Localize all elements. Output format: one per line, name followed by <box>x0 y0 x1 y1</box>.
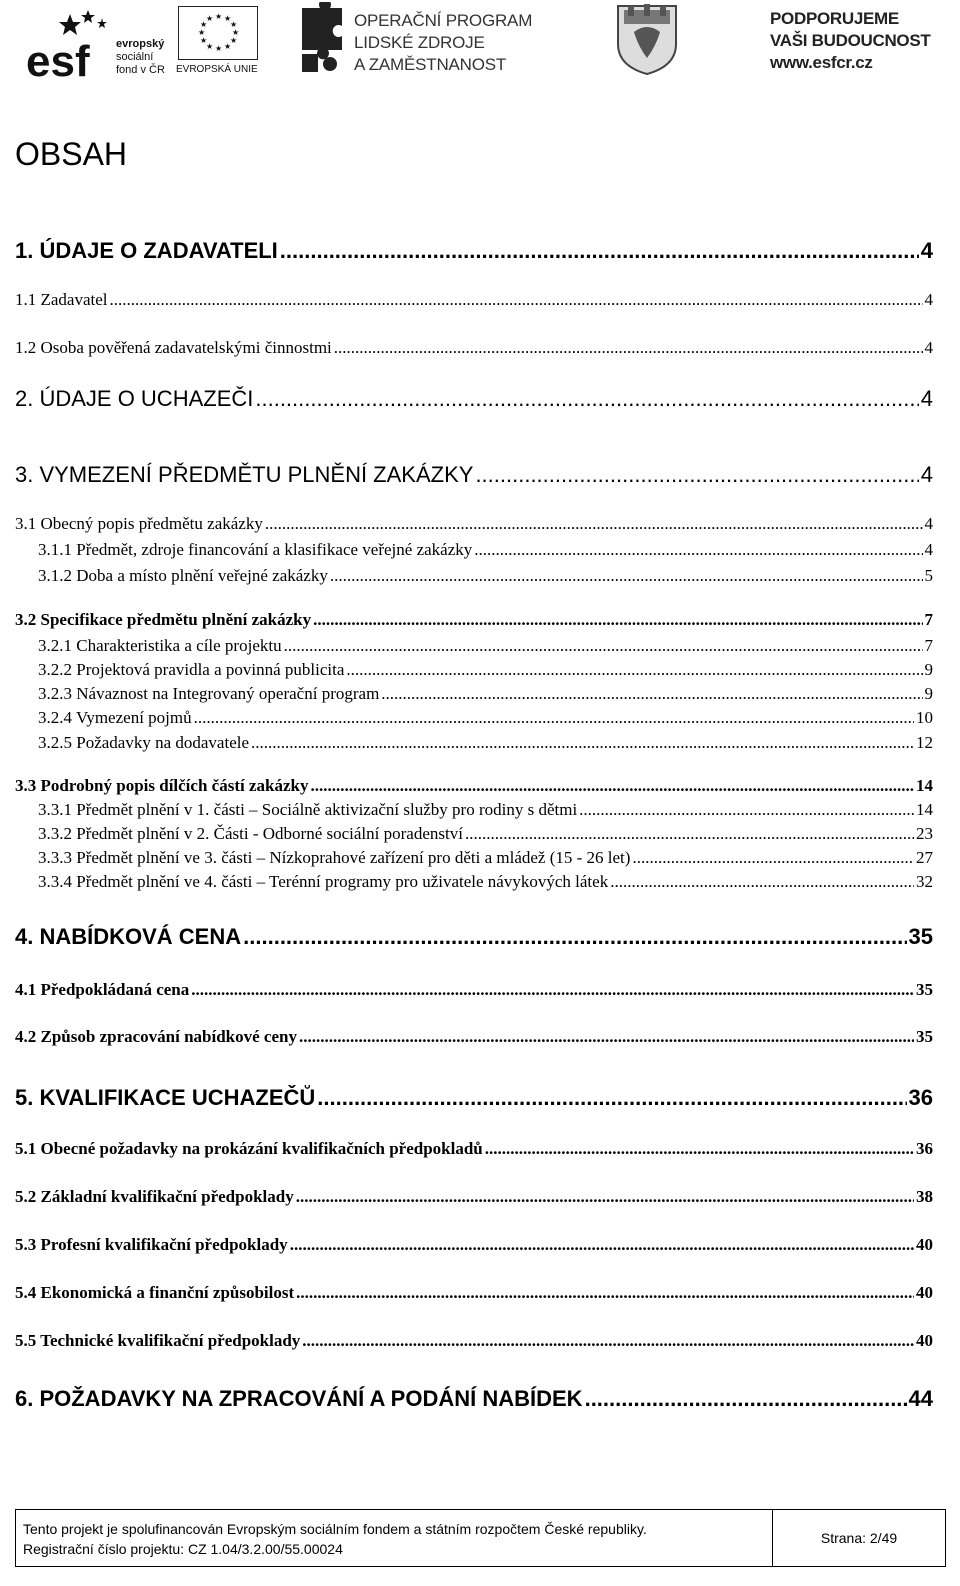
toc-entry-page: 23 <box>916 824 933 843</box>
toc-leader-dots <box>290 1235 914 1255</box>
toc-entry-page: 5 <box>924 566 933 585</box>
toc-entry-label: 1.1 Zadavatel <box>15 290 108 309</box>
toc-entry-label: 4.2 Způsob zpracování nabídkové ceny <box>15 1027 297 1046</box>
toc-entry-page: 14 <box>916 800 933 819</box>
toc-entry-label: 3.3.2 Předmět plnění v 2. Části - Odborné sociální poradenství <box>38 824 463 843</box>
toc-entry-label: 3. VYMEZENÍ PŘEDMĚTU PLNĚNÍ ZAKÁZKY <box>15 462 474 487</box>
toc-entry-page: 7 <box>924 636 933 655</box>
toc-entry-label: 2. ÚDAJE O UCHAZEČI <box>15 386 254 411</box>
toc-leader-dots <box>330 566 923 586</box>
svg-text:★: ★ <box>206 42 214 51</box>
toc-entry-page: 4 <box>920 238 933 263</box>
svg-text:★: ★ <box>198 28 206 37</box>
toc-leader-dots <box>317 1085 906 1111</box>
footer-funding-note: Tento projekt je spolufinancován Evropským sociálním fondem a státním rozpočtem České republiky. <box>23 1521 647 1537</box>
toc-entry-label: 3.3.1 Předmět plnění v 1. části – Sociálně aktivizační služby pro rodiny s dětmi <box>38 800 578 819</box>
toc-entry-page: 9 <box>924 684 933 703</box>
page-footer <box>15 1509 946 1567</box>
toc-entry[interactable] <box>38 684 933 708</box>
toc-entry[interactable] <box>15 1283 933 1307</box>
page-title: OBSAH <box>15 136 128 172</box>
toc-entry[interactable] <box>15 980 933 1004</box>
toc-leader-dots <box>243 924 906 950</box>
toc-leader-dots <box>280 238 919 264</box>
toc-leader-dots <box>346 660 922 680</box>
toc-entry[interactable] <box>15 1386 933 1416</box>
toc-entry-label: 3.2.1 Charakteristika a cíle projektu <box>38 636 282 655</box>
toc-entry-page: 7 <box>924 610 933 629</box>
toc-entry-label: 3.2.3 Návaznost na Integrovaný operační program <box>38 684 380 703</box>
toc-entry[interactable] <box>38 800 933 824</box>
slogan-url: www.esfcr.cz <box>770 53 873 72</box>
toc-entry-page: 4 <box>924 514 933 533</box>
toc-leader-dots <box>475 462 918 488</box>
toc-entry-label: 1.2 Osoba pověřená zadavatelskými činnostmi <box>15 338 332 357</box>
toc-entry[interactable] <box>15 338 933 362</box>
toc-entry-page: 40 <box>916 1331 933 1350</box>
esf-label-line1: evropský <box>116 38 165 50</box>
svg-text:★: ★ <box>200 20 208 29</box>
toc-leader-dots <box>296 1187 914 1207</box>
toc-entry[interactable] <box>15 386 933 416</box>
toc-leader-dots <box>632 848 914 868</box>
toc-entry-page: 35 <box>908 924 933 949</box>
toc-entry[interactable] <box>15 514 933 538</box>
toc-entry-label: 5. KVALIFIKACE UCHAZEČŮ <box>15 1085 316 1110</box>
esf-label-line2: sociální <box>116 51 154 63</box>
svg-text:★: ★ <box>232 28 240 37</box>
toc-entry[interactable] <box>38 660 933 684</box>
toc-leader-dots <box>265 514 923 534</box>
toc-entry-page: 4 <box>920 386 933 411</box>
op-line1: OPERAČNÍ PROGRAM <box>354 11 533 30</box>
toc-entry-label: 1. ÚDAJE O ZADAVATELI <box>15 238 278 263</box>
toc-entry-label: 5.5 Technické kvalifikační předpoklady <box>15 1331 301 1350</box>
toc-entry[interactable] <box>38 636 933 660</box>
footer-text <box>16 1510 773 1566</box>
toc-entry-page: 35 <box>916 1027 933 1046</box>
toc-entry[interactable] <box>15 1027 933 1051</box>
toc-entry-page: 9 <box>924 660 933 679</box>
toc-leader-dots <box>465 824 914 844</box>
toc-entry-label: 3.3 Podrobný popis dílčích částí zakázky <box>15 776 309 795</box>
toc-leader-dots <box>381 684 922 704</box>
toc-entry[interactable] <box>15 1187 933 1211</box>
toc-leader-dots <box>191 980 914 1000</box>
toc-entry[interactable] <box>15 462 933 492</box>
toc-entry[interactable] <box>15 290 933 314</box>
toc-entry-label: 6. POŽADAVKY NA ZPRACOVÁNÍ A PODÁNÍ NABÍDEK <box>15 1386 583 1411</box>
toc-entry-label: 3.1.1 Předmět, zdroje financování a klasifikace veřejné zakázky <box>38 540 473 559</box>
toc-entry-page: 4 <box>924 290 933 309</box>
toc-entry-page: 44 <box>908 1386 933 1411</box>
toc-leader-dots <box>579 800 914 820</box>
toc-leader-dots <box>310 776 914 796</box>
svg-text:★: ★ <box>215 44 223 53</box>
toc-entry-page: 36 <box>916 1139 933 1158</box>
toc-leader-dots <box>313 610 922 630</box>
toc-entry-label: 3.2.2 Projektová pravidla a povinná publicita <box>38 660 345 679</box>
toc-entry-label: 3.1.2 Doba a místo plnění veřejné zakázky <box>38 566 328 585</box>
toc-entry-page: 14 <box>916 776 933 795</box>
toc-leader-dots <box>485 1139 914 1159</box>
toc-entry-page: 12 <box>916 733 933 752</box>
toc-entry-page: 35 <box>916 980 933 999</box>
toc-entry-label: 3.2.5 Požadavky na dodavatele <box>38 733 250 752</box>
toc-entry-label: 4. NABÍDKOVÁ CENA <box>15 924 242 949</box>
toc-leader-dots <box>194 708 914 728</box>
toc-entry[interactable] <box>15 1139 933 1163</box>
toc-entry-label: 5.3 Profesní kvalifikační předpoklady <box>15 1235 288 1254</box>
toc-entry[interactable] <box>15 776 933 800</box>
toc-entry[interactable] <box>15 1235 933 1259</box>
svg-text:★: ★ <box>224 14 232 23</box>
toc-entry[interactable] <box>15 1331 933 1355</box>
toc-entry[interactable] <box>15 924 933 954</box>
toc-entry-page: 40 <box>916 1235 933 1254</box>
toc-leader-dots <box>255 386 918 412</box>
svg-text:★: ★ <box>224 42 232 51</box>
toc-entry-page: 4 <box>924 338 933 357</box>
toc-entry-label: 3.3.3 Předmět plnění ve 3. části – Nízkoprahové zařízení pro děti a mládež (15 - 26 let) <box>38 848 631 867</box>
toc-entry-page: 38 <box>916 1187 933 1206</box>
toc-entry-label: 5.4 Ekonomická a finanční způsobilost <box>15 1283 295 1302</box>
toc-entry[interactable] <box>38 872 933 896</box>
toc-entry-page: 10 <box>916 708 933 727</box>
toc-entry-label: 3.1 Obecný popis předmětu zakázky <box>15 514 263 533</box>
slogan-line1: PODPORUJEME <box>770 9 899 28</box>
toc-entry-page: 4 <box>924 540 933 559</box>
toc-leader-dots <box>585 1386 907 1412</box>
toc-entry-label: 3.3.4 Předmět plnění ve 4. části – Terénní programy pro uživatele návykových látek <box>38 872 609 891</box>
toc-leader-dots <box>296 1283 914 1303</box>
toc-entry-page: 4 <box>920 462 933 487</box>
toc-entry[interactable] <box>15 238 933 268</box>
toc-leader-dots <box>299 1027 914 1047</box>
slogan-line2: VAŠI BUDOUCNOST <box>770 31 931 50</box>
toc-entry-label: 5.1 Obecné požadavky na prokázání kvalifikačních předpokladů <box>15 1139 483 1158</box>
esf-mark-text: esf <box>26 37 90 80</box>
svg-text:★: ★ <box>215 12 223 21</box>
toc-entry-page: 36 <box>908 1085 933 1110</box>
toc-entry-label: 5.2 Základní kvalifikační předpoklady <box>15 1187 294 1206</box>
toc-entry[interactable] <box>38 824 933 848</box>
toc-entry[interactable] <box>38 733 933 757</box>
svg-text:★: ★ <box>200 36 208 45</box>
toc-leader-dots <box>284 636 923 656</box>
footer-page-number: Strana: 2/49 <box>820 1530 898 1546</box>
svg-text:★: ★ <box>206 14 214 23</box>
toc-entry-label: 3.2.4 Vymezení pojmů <box>38 708 192 727</box>
toc-leader-dots <box>110 290 923 310</box>
op-line2: LIDSKÉ ZDROJE <box>354 33 485 52</box>
toc-leader-dots <box>334 338 923 358</box>
toc-entry-page: 32 <box>916 872 933 891</box>
toc-entry[interactable] <box>15 610 933 634</box>
toc-entry-label: 3.2 Specifikace předmětu plnění zakázky <box>15 610 312 629</box>
toc-leader-dots <box>251 733 914 753</box>
toc-entry-page: 40 <box>916 1283 933 1302</box>
toc-entry[interactable] <box>38 848 933 872</box>
toc-leader-dots <box>474 540 922 560</box>
footer-registration-number: Registrační číslo projektu: CZ 1.04/3.2.00/55.00024 <box>23 1541 343 1557</box>
toc-entry[interactable] <box>15 1085 933 1115</box>
toc-entry[interactable] <box>38 566 933 590</box>
svg-text:★: ★ <box>230 20 238 29</box>
toc-entry-label: 4.1 Předpokládaná cena <box>15 980 190 999</box>
toc-leader-dots <box>610 872 914 892</box>
eu-label: EVROPSKÁ UNIE <box>176 64 258 75</box>
toc-entry[interactable] <box>38 708 933 732</box>
toc-entry[interactable] <box>38 540 933 564</box>
toc-leader-dots <box>302 1331 914 1351</box>
esf-label-line3: fond v ČR <box>116 64 165 76</box>
toc-entry-page: 27 <box>916 848 933 867</box>
op-line3: A ZAMĚSTNANOST <box>354 55 507 74</box>
svg-text:★: ★ <box>230 36 238 45</box>
